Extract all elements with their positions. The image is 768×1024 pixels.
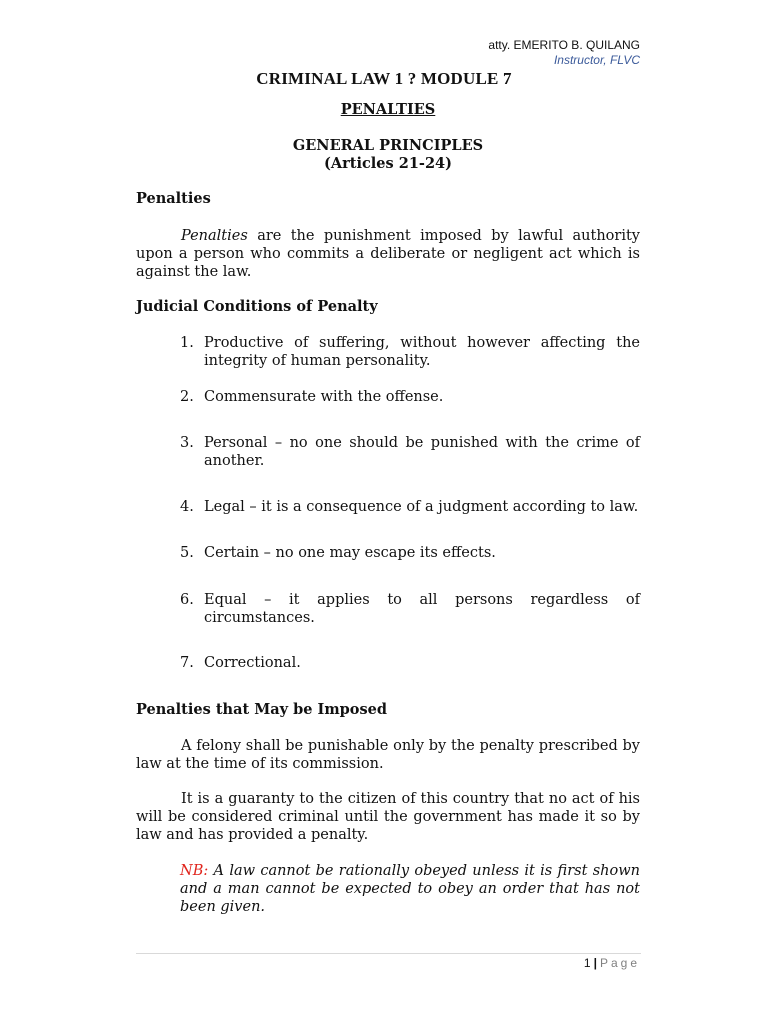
header-author: atty. EMERITO B. QUILANG <box>488 38 640 52</box>
nb-label: NB: <box>180 863 209 879</box>
footer-separator: | <box>593 956 597 970</box>
list-item <box>180 654 640 672</box>
heading-judicial-conditions: Judicial Conditions of Penalty <box>136 298 378 315</box>
heading-penalties-imposed: Penalties that May be Imposed <box>136 701 388 718</box>
list-item-text: Personal – no one should be punished with the crime of another. <box>204 435 640 469</box>
page-footer <box>584 956 640 970</box>
list-item <box>180 388 640 406</box>
list-item-number: 1. <box>180 335 194 351</box>
nb-text: A law cannot be rationally obeyed unless it is first shown and a man cannot be expected to obey an order that has not been given. <box>180 863 640 915</box>
definition-text: are the punishment imposed by lawful authority upon a person who commits a deliberate or negligent act which is against the law. <box>136 228 640 280</box>
list-item-text: Correctional. <box>204 655 301 671</box>
term-penalties: Penalties <box>181 228 248 244</box>
list-item-number: 2. <box>180 389 194 405</box>
list-item-number: 6. <box>180 592 194 608</box>
section-title: GENERAL PRINCIPLES <box>292 137 484 154</box>
list-item <box>180 334 640 370</box>
list-item <box>180 498 640 516</box>
section-articles: (Articles 21-24) <box>324 155 452 172</box>
footer-divider <box>136 953 641 954</box>
list-item-text: Productive of suffering, without however affecting the integrity of human personality. <box>204 335 640 369</box>
list-item-text: Legal – it is a consequence of a judgment according to law. <box>204 499 639 515</box>
list-item-number: 4. <box>180 499 194 515</box>
list-item-text: Equal – it applies to all persons regardless of circumstances. <box>204 592 640 626</box>
document-title: CRIMINAL LAW 1 ? MODULE 7 <box>256 69 512 88</box>
header-role: Instructor, FLVC <box>553 53 640 67</box>
list-item <box>180 544 640 562</box>
subtitle: PENALTIES <box>340 101 436 118</box>
page-word: Page <box>599 956 640 970</box>
list-item-text: Commensurate with the offense. <box>204 389 444 405</box>
list-item <box>180 434 640 470</box>
list-item-text: Certain – no one may escape its effects. <box>204 545 496 561</box>
heading-penalties: Penalties <box>136 190 211 207</box>
list-item-number: 3. <box>180 435 194 451</box>
paragraph-guaranty: It is a guaranty to the citizen of this country that no act of his will be considered criminal until the government has made it so by law and has provided a penalty. <box>136 791 640 843</box>
list-item <box>180 591 640 627</box>
paragraph-felony: A felony shall be punishable only by the penalty prescribed by law at the time of its commission. <box>136 738 640 772</box>
page-number: 1 <box>583 956 591 970</box>
paragraph-penalties-definition <box>136 227 640 281</box>
list-item-number: 5. <box>180 545 194 561</box>
nota-bene <box>180 862 640 916</box>
list-item-number: 7. <box>180 655 194 671</box>
